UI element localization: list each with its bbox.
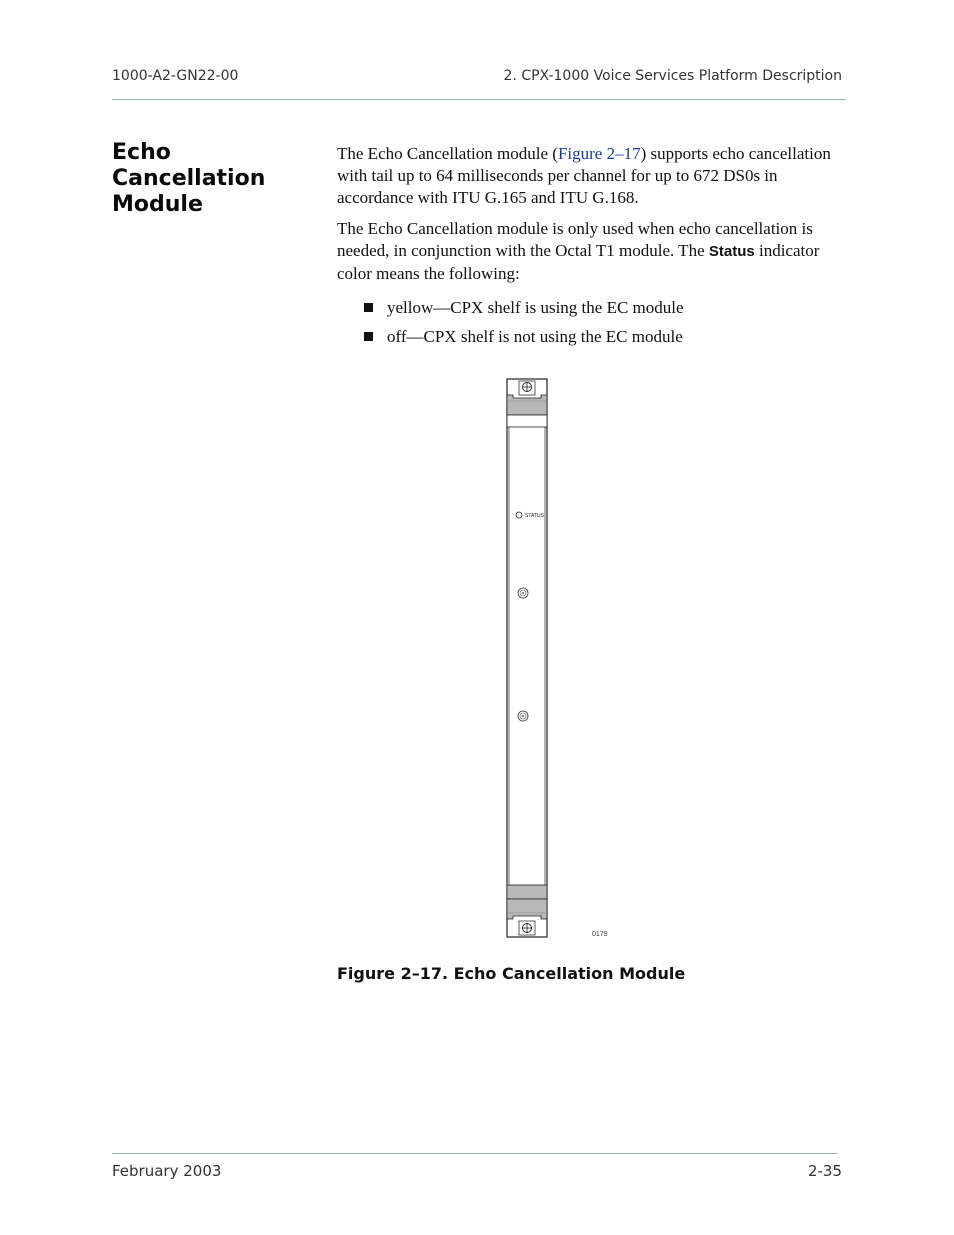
status-led-label: STATUS — [525, 513, 544, 519]
bottom-screw-icon — [519, 921, 535, 935]
status-keyword: Status — [708, 243, 755, 260]
body-text — [337, 143, 847, 355]
list-item — [337, 326, 847, 348]
paragraph-1-text-a: The Echo Cancellation module ( — [337, 144, 558, 163]
header-rule — [112, 99, 846, 100]
connector-icon — [518, 711, 528, 721]
section-title-line-1: Echo — [112, 140, 171, 165]
section-title-line-2: Cancellation — [112, 166, 266, 191]
figure-caption: Figure 2–17. Echo Cancellation Module — [337, 964, 686, 983]
bottom-ejector-handle — [507, 885, 547, 919]
top-screw-icon — [519, 381, 535, 395]
bullet-text: yellow—CPX shelf is using the EC module — [387, 298, 684, 317]
paragraph-2 — [337, 218, 847, 285]
top-ejector-handle — [507, 395, 547, 427]
paragraph-1-text-b: ) supports echo cancellation with tail up to 64 milliseconds per channel for up to 672 DS0s in accordance with ITU G.165 and ITU G.168. — [337, 144, 831, 207]
figure-link[interactable]: Figure 2–17 — [557, 144, 641, 163]
connector-icon — [518, 588, 528, 598]
status-bullet-list — [337, 297, 847, 348]
footer-rule — [112, 1153, 837, 1154]
header-doc-number: 1000-A2-GN22-00 — [112, 68, 239, 84]
section-title-line-3: Module — [112, 192, 203, 217]
paragraph-2-text-a: The Echo Cancellation module is only used when echo cancellation is needed, in conjunction with the Octal T1 module. The — [337, 219, 813, 260]
section-title — [112, 140, 312, 218]
figure-id: 0179 — [592, 931, 608, 938]
footer-page-number: 2-35 — [807, 1162, 842, 1180]
bullet-text: off—CPX shelf is not using the EC module — [387, 327, 683, 346]
paragraph-1 — [337, 143, 847, 209]
list-item — [337, 297, 847, 319]
status-led — [516, 512, 522, 518]
square-bullet-icon — [364, 303, 373, 312]
square-bullet-icon — [364, 332, 373, 341]
echo-cancellation-module-illustration — [495, 375, 625, 945]
footer-date: February 2003 — [112, 1162, 222, 1180]
header-chapter-title: 2. CPX-1000 Voice Services Platform Description — [503, 68, 842, 84]
paragraph-2-text-b: indicator color means the following: — [337, 241, 820, 283]
